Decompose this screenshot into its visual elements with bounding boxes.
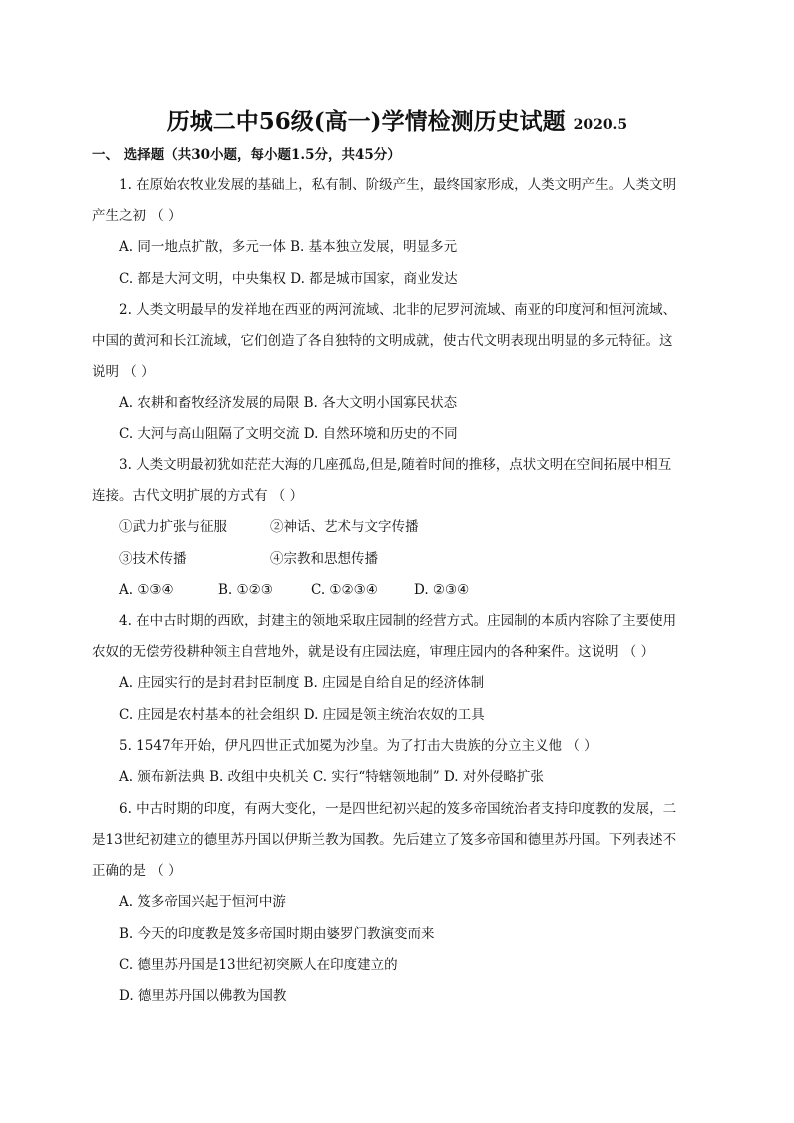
question-2-line-2: 中国的黄河和长江流域，它们创造了各自独特的文明成就，使古代文明表现出明显的多元特征。这	[92, 333, 673, 349]
question-3-line-1: 3. 人类文明最初犹如茫茫大海的几座孤岛,但是,随着时间的推移，点状文明在空间拓展中相互	[119, 457, 672, 473]
title-date: 2020.5	[573, 117, 628, 133]
question-6-option-b: B. 今天的印度教是笈多帝国时期由婆罗门教演变而来	[119, 926, 435, 942]
section-heading: 一、 选择题（共30小题，每小题1.5分，共45分）	[92, 147, 401, 163]
question-2-line-1: 2. 人类文明最早的发祥地在西亚的两河流域、北非的尼罗河流域、南亚的印度河和恒河流域、	[119, 302, 677, 318]
question-3-item-2: ②神话、艺术与文字传播	[270, 519, 419, 535]
question-3-option-a: A. ①③④	[119, 582, 174, 598]
question-1-line-2: 产生之初 （ ）	[92, 208, 182, 224]
question-1-line-1: 1. 在原始农牧业发展的基础上，私有制、阶级产生，最终国家形成，人类文明产生。人类文明	[119, 177, 677, 193]
question-6-line-2: 是13世纪初建立的德里苏丹国以伊斯兰教为国教。先后建立了笈多帝国和德里苏丹国。下列表述不	[92, 832, 677, 848]
question-3-item-3: ③技术传播	[119, 551, 187, 567]
question-1-options-ab: A. 同一地点扩散，多元一体 B. 基本独立发展，明显多元	[119, 239, 458, 255]
question-3-line-2: 连接。古代文明扩展的方式有 （ ）	[92, 488, 304, 504]
title-text: 历城二中56级(高一)学情检测历史试题	[166, 108, 566, 135]
question-1-options-cd: C. 都是大河文明，中央集权 D. 都是城市国家，商业发达	[119, 271, 458, 287]
question-2-options-cd: C. 大河与高山阻隔了文明交流 D. 自然环境和历史的不同	[119, 426, 458, 442]
question-6-option-a: A. 笈多帝国兴起于恒河中游	[119, 894, 286, 910]
question-4-line-1: 4. 在中古时期的西欧，封建主的领地采取庄园制的经营方式。庄园制的本质内容除了主要使用	[119, 613, 677, 629]
question-3-item-1: ①武力扩张与征服	[119, 519, 227, 535]
question-5-options: A. 颁布新法典 B. 改组中央机关 C. 实行“特辖领地制” D. 对外侵略扩张	[119, 769, 544, 785]
question-3-item-4: ④宗教和思想传播	[270, 551, 378, 567]
question-3-option-d: D. ②③④	[414, 582, 470, 598]
question-6-option-c: C. 德里苏丹国是13世纪初突厥人在印度建立的	[119, 957, 398, 973]
question-2-options-ab: A. 农耕和畜牧经济发展的局限 B. 各大文明小国寡民状态	[119, 395, 458, 411]
question-6-option-d: D. 德里苏丹国以佛教为国教	[119, 988, 287, 1004]
question-6-line-1: 6. 中古时期的印度，有两大变化，一是四世纪初兴起的笈多帝国统治者支持印度教的发展，二	[119, 801, 677, 817]
question-5-line-1: 5. 1547年开始，伊凡四世正式加冕为沙皇。为了打击大贵族的分立主义他 （ ）	[119, 738, 598, 754]
page-title	[0, 103, 794, 136]
question-3-option-b: B. ①②③	[218, 582, 273, 598]
question-6-line-3: 正确的是 （ ）	[92, 863, 182, 879]
question-4-options-ab: A. 庄园实行的是封君封臣制度 B. 庄园是自给自足的经济体制	[119, 675, 485, 691]
question-4-options-cd: C. 庄园是农村基本的社会组织 D. 庄园是领主统治农奴的工具	[119, 707, 485, 723]
question-3-option-c: C. ①②③④	[311, 582, 378, 598]
question-2-line-3: 说明 （ ）	[92, 364, 155, 380]
question-4-line-2: 农奴的无偿劳役耕种领主自营地外，就是设有庄园法庭，审理庄园内的各种案件。这说明 （ ）	[92, 644, 655, 660]
